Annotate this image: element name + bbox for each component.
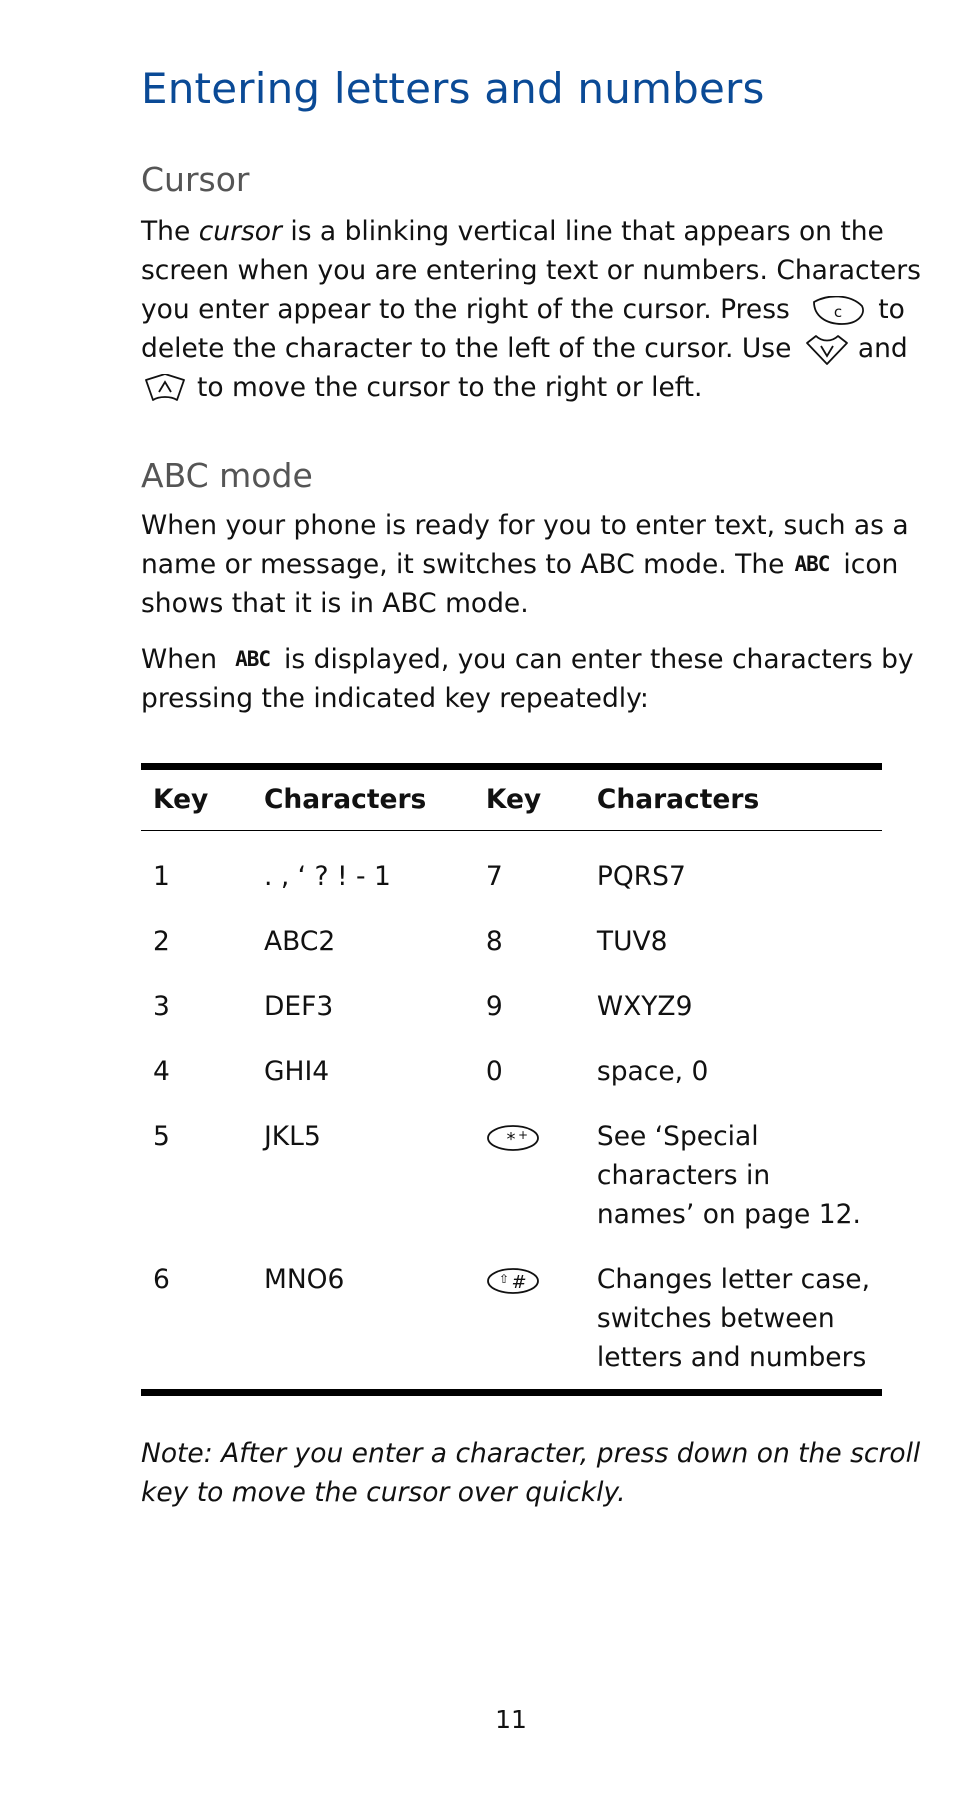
key-characters-table xyxy=(141,763,882,1396)
characters-cell: . , ‘ ? ! - 1 xyxy=(263,861,391,892)
characters-cell: JKL5 xyxy=(263,1121,321,1152)
characters-cell: DEF3 xyxy=(263,991,334,1022)
scroll-up-key-icon xyxy=(143,374,187,404)
key-cell xyxy=(474,1234,585,1393)
characters-cell: Changes letter case, switches between letters and numbers xyxy=(596,1264,870,1373)
characters-cell: See ‘Special characters in names’ on page 12. xyxy=(596,1121,861,1230)
characters-cell: PQRS7 xyxy=(596,861,686,892)
svg-text:#: # xyxy=(511,1271,527,1293)
table-row xyxy=(141,1234,882,1393)
abc-line-3: shows that it is in ABC mode. xyxy=(141,588,529,619)
svg-text:*: * xyxy=(506,1128,516,1150)
header-key-2: Key xyxy=(474,767,585,831)
cursor-line-3: you enter appear to the right of the cursor. Press c to xyxy=(141,294,905,325)
key-cell: 5 xyxy=(153,1121,170,1152)
header-characters-2: Characters xyxy=(585,767,882,831)
key-cell: 7 xyxy=(485,861,503,892)
abc-mode-heading: ABC mode xyxy=(141,456,313,495)
abc-line-4: When ABC is displayed, you can enter these characters by xyxy=(141,640,881,679)
svg-text:c: c xyxy=(834,302,843,321)
key-cell: 9 xyxy=(485,991,503,1022)
cursor-line-5: to move the cursor to the right or left. xyxy=(141,368,881,407)
characters-cell: TUV8 xyxy=(596,926,668,957)
cursor-term: cursor xyxy=(198,216,282,247)
header-characters-1: Characters xyxy=(252,767,474,831)
page-title: Entering letters and numbers xyxy=(141,64,765,113)
key-cell: 2 xyxy=(153,926,170,957)
svg-text:⇧: ⇧ xyxy=(498,1271,509,1286)
note-line-2: key to move the cursor over quickly. xyxy=(141,1477,626,1508)
table-row xyxy=(141,896,882,961)
characters-cell: space, 0 xyxy=(596,1056,709,1087)
page-number: 11 xyxy=(495,1705,527,1734)
note-paragraph xyxy=(141,1434,921,1512)
cursor-line-1: The cursor is a blinking vertical line that appears on the xyxy=(141,216,884,247)
key-cell: 1 xyxy=(153,861,170,892)
scroll-down-key-icon xyxy=(804,334,850,366)
abc-line-5: pressing the indicated key repeatedly: xyxy=(141,683,649,714)
cursor-line-4: delete the character to the left of the cursor. Use and xyxy=(141,333,908,364)
table-row xyxy=(141,831,882,897)
key-cell xyxy=(474,1091,585,1234)
cursor-paragraph xyxy=(141,212,921,407)
hash-key-icon xyxy=(486,1267,540,1295)
abc-line-2: name or message, it switches to ABC mode. The ABC icon xyxy=(141,545,881,584)
table-header-row xyxy=(141,767,882,831)
abc-paragraph-1 xyxy=(141,506,909,623)
note-line-1: Note: After you enter a character, press down on the scroll xyxy=(141,1438,921,1469)
clear-key-icon xyxy=(810,296,866,326)
characters-cell: MNO6 xyxy=(263,1264,345,1295)
characters-cell: WXYZ9 xyxy=(596,991,693,1022)
key-cell: 0 xyxy=(485,1056,503,1087)
cursor-line-2: screen when you are entering text or numbers. Characters xyxy=(141,255,921,286)
characters-cell: ABC2 xyxy=(263,926,336,957)
table-row xyxy=(141,961,882,1026)
table-row xyxy=(141,1026,882,1091)
abc-line-1: When your phone is ready for you to enter text, such as a xyxy=(141,510,909,541)
svg-text:+: + xyxy=(517,1127,528,1142)
key-cell: 6 xyxy=(153,1264,170,1295)
characters-cell: GHI4 xyxy=(263,1056,330,1087)
star-key-icon xyxy=(486,1124,540,1152)
abc-paragraph-2 xyxy=(141,640,914,718)
key-cell: 8 xyxy=(485,926,503,957)
abc-mode-icon: ABC xyxy=(794,552,830,576)
header-key-1: Key xyxy=(141,767,252,831)
cursor-heading: Cursor xyxy=(141,160,250,199)
abc-mode-icon: ABC xyxy=(235,647,271,671)
key-cell: 4 xyxy=(153,1056,170,1087)
table-row xyxy=(141,1091,882,1234)
key-cell: 3 xyxy=(153,991,170,1022)
